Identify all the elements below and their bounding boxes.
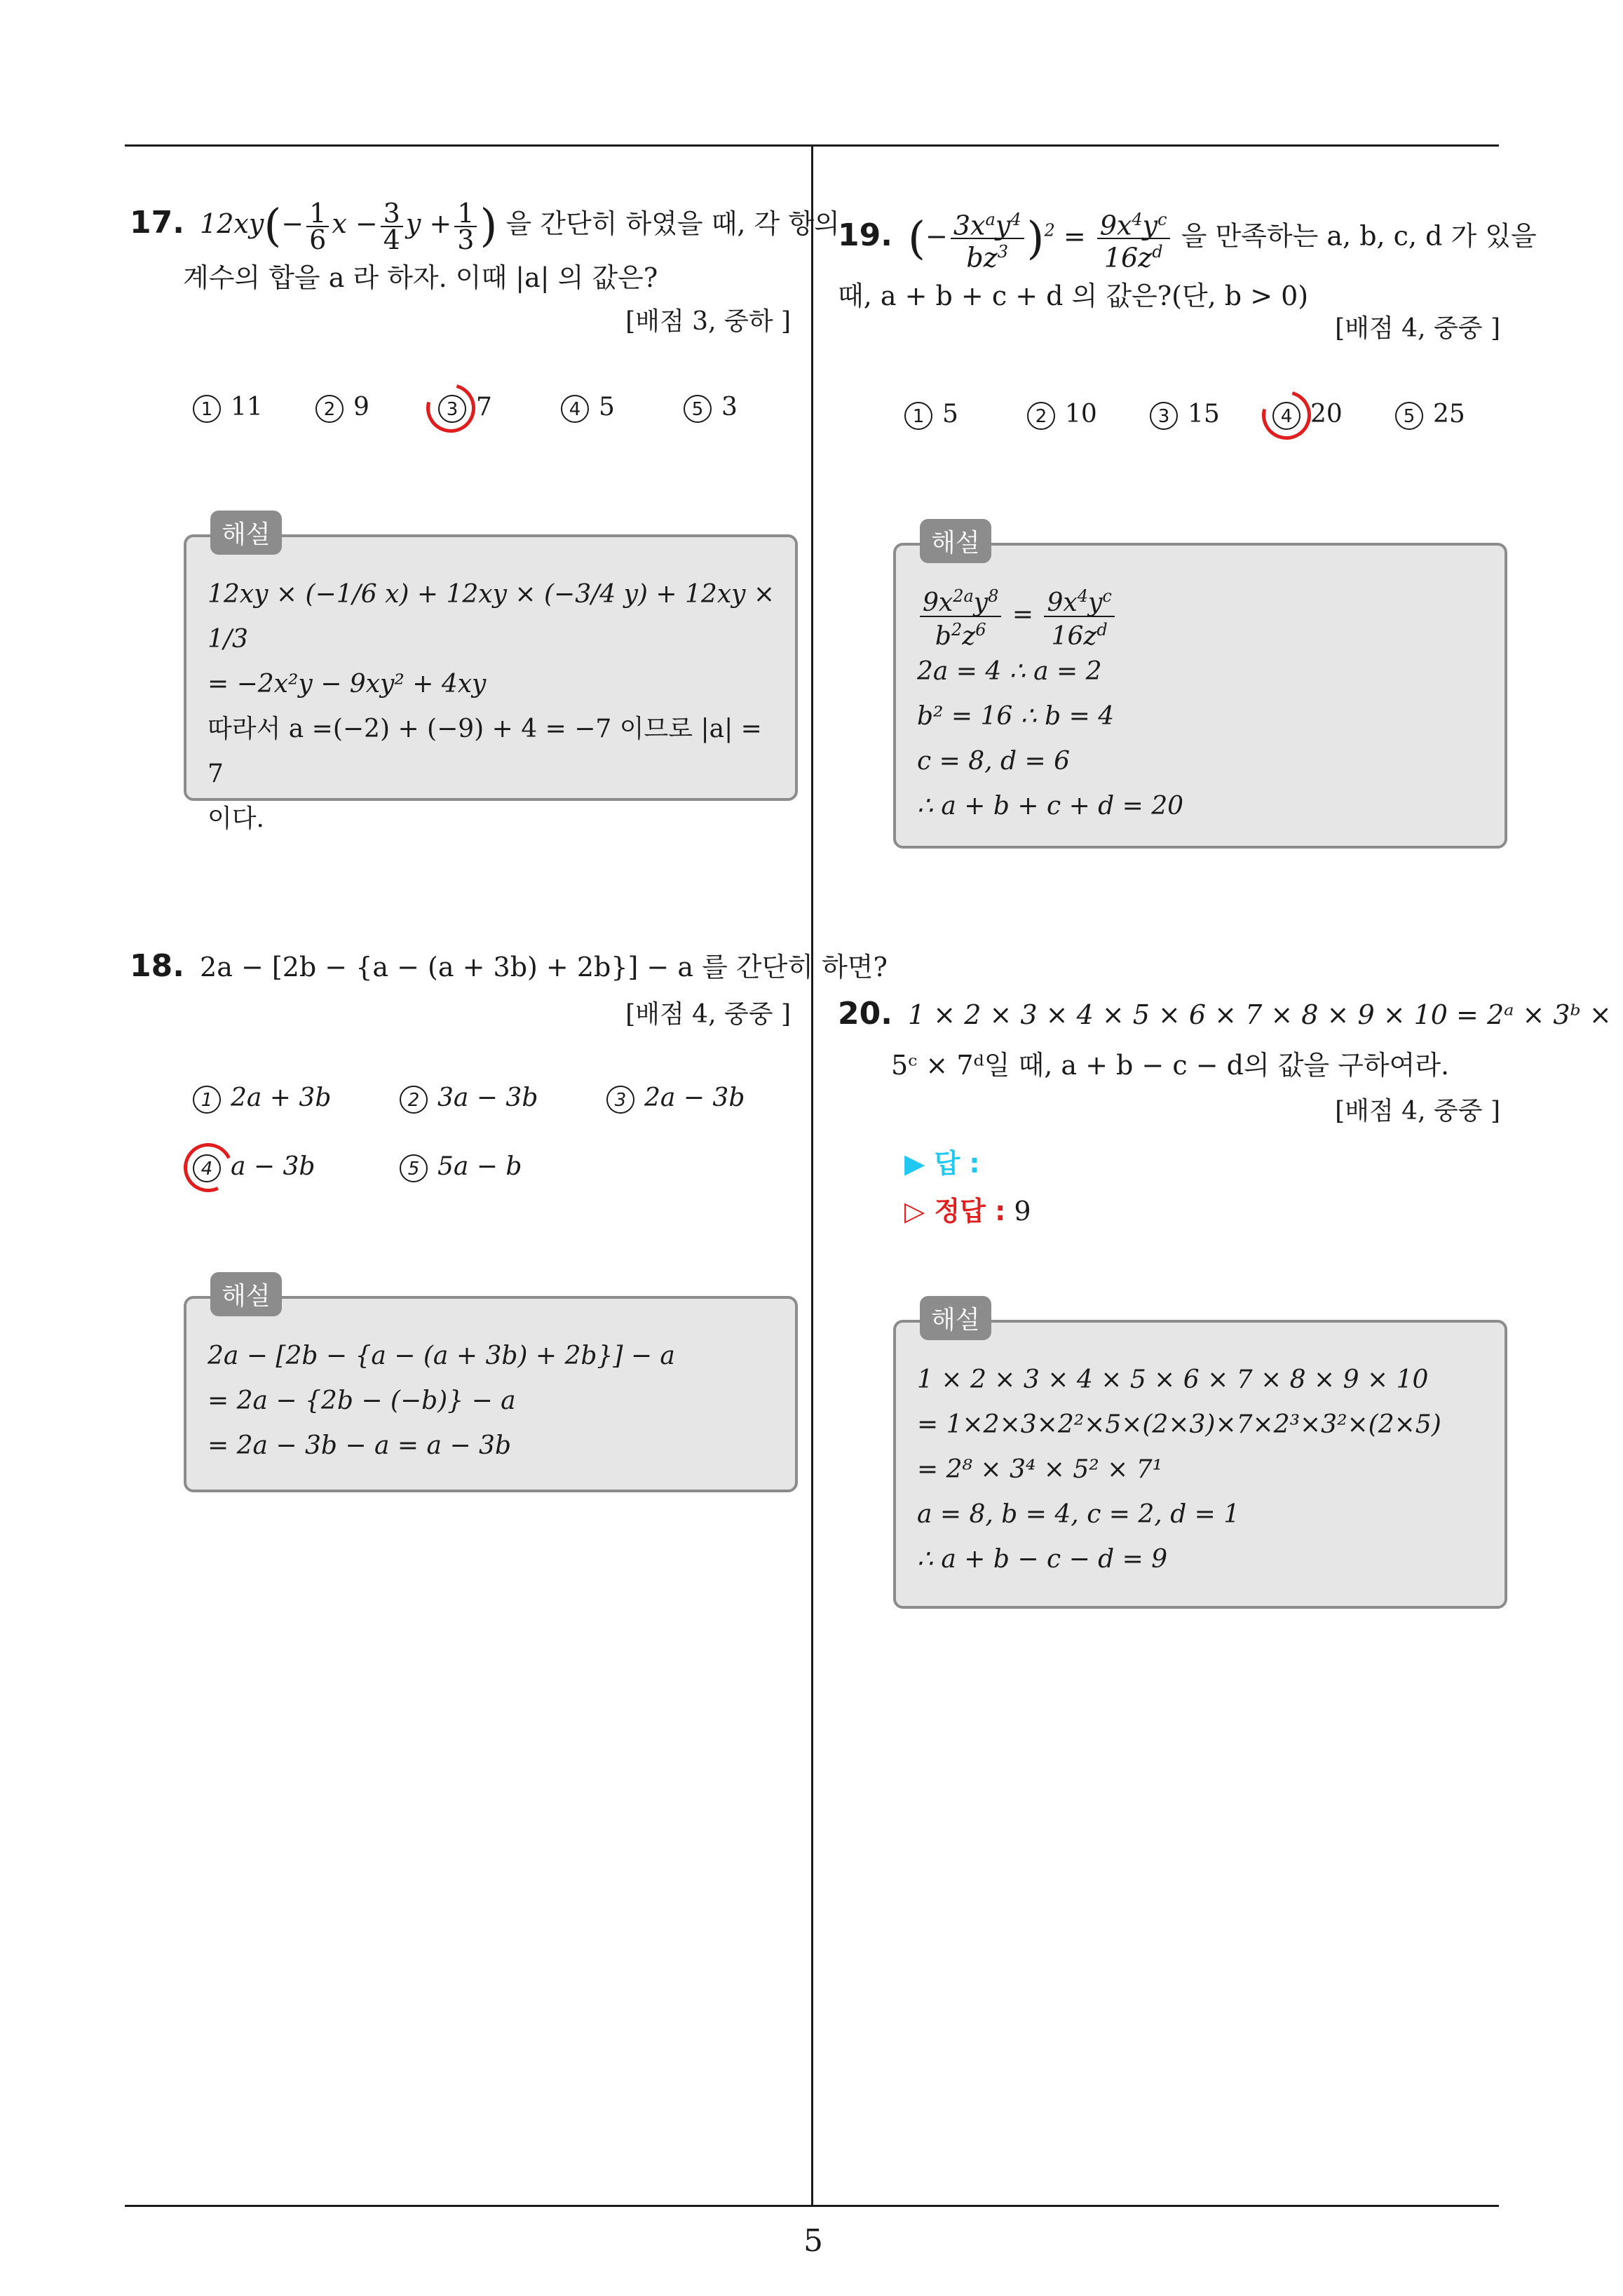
choice-5[interactable]: 5 25 [1395, 400, 1465, 430]
question-number: 17. [130, 205, 184, 241]
solution-line: b² = 16 ∴ b = 4 [917, 702, 1115, 731]
solution-box-18 [184, 1282, 798, 1492]
question-17-line1 [130, 197, 840, 255]
choice-1[interactable]: 1 5 [904, 400, 958, 430]
question-20-line2: 5ᶜ × 7ᵈ일 때, a + b − c − d의 값을 구하여라. [891, 1050, 1450, 1081]
choice-4[interactable]: 4 20 [1272, 400, 1343, 430]
question-18-score: [배점 4, 중중 ] [625, 1000, 791, 1029]
question-17-line2: 계수의 합을 a 라 하자. 이때 |a| 의 값은? [183, 262, 658, 293]
question-number: 19. [838, 217, 892, 253]
question-19-line1 [838, 205, 1537, 274]
question-19-text: 을 만족하는 a, b, c, d 가 있을 [1181, 220, 1537, 252]
correct-answer [904, 1189, 1031, 1228]
correct-answer-label: ▷ 정답 : [904, 1196, 1006, 1227]
solution-line: $\frac{9x^{2a}y^8}{b^2z^6}$ = $\frac{9x^4y^c}{16z^d}$ [917, 583, 1490, 649]
choice-2[interactable]: 2 10 [1027, 400, 1097, 430]
solution-line: ∴ a + b − c − d = 9 [917, 1545, 1168, 1574]
bottom-rule [125, 2205, 1499, 2207]
solution-body [208, 572, 781, 842]
question-19-line2: 때, a + b + c + d 의 값은?(단, b > 0) [838, 280, 1309, 311]
solution-box-17 [184, 520, 798, 833]
question-20-text: 1 × 2 × 3 × 4 × 5 × 6 × 7 × 8 × 9 × 10 = 2ᵃ × 3ᵇ × [908, 999, 1612, 1030]
choice-3[interactable]: 3 7 [438, 393, 492, 423]
choice-1[interactable]: 1 2a + 3b [193, 1083, 331, 1114]
solution-line: = 2a − {2b − (−b)} − a [208, 1386, 516, 1415]
choice-2[interactable]: 2 9 [315, 393, 369, 423]
choice-3[interactable]: 3 2a − 3b [606, 1083, 745, 1114]
solution-line: 12xy × (−1/6 x) + 12xy × (−3/4 y) + 12xy × 1/3 [208, 580, 775, 654]
choice-3[interactable]: 3 15 [1150, 400, 1220, 430]
choice-1[interactable]: 1 11 [193, 393, 263, 423]
question-19-choices [904, 400, 1500, 442]
choice-5[interactable]: 5 5a − b [400, 1152, 522, 1182]
solution-line: = 1×2×3×2²×5×(2×3)×7×2³×3²×(2×5) [917, 1410, 1441, 1439]
question-19 [838, 205, 1537, 321]
question-number: 20. [838, 996, 892, 1032]
question-19-score: [배점 4, 중중 ] [1335, 314, 1500, 343]
solution-line: 2a − [2b − {a − (a + 3b) + 2b}] − a [208, 1342, 675, 1370]
column-divider [811, 144, 813, 2206]
choice-2[interactable]: 2 3a − 3b [400, 1083, 538, 1114]
question-18-choices [193, 1083, 810, 1196]
solution-line: ∴ a + b + c + d = 20 [917, 792, 1184, 821]
solution-box-20 [893, 1306, 1507, 1609]
question-20-line1 [838, 989, 1612, 1040]
solution-body [917, 1358, 1490, 1582]
answer-input-label[interactable]: ▶ 답 : [904, 1148, 980, 1179]
question-17-text: 을 간단히 하였을 때, 각 항의 [505, 208, 840, 239]
correct-answer-value: 9 [1014, 1196, 1031, 1227]
solution-line: 이다. [208, 804, 264, 833]
solution-box-19 [893, 529, 1507, 849]
solution-line: = −2x²y − 9xy² + 4xy [208, 670, 487, 698]
solution-tag: 해설 [920, 519, 991, 563]
solution-tag: 해설 [210, 511, 282, 555]
solution-tag: 해설 [210, 1272, 282, 1316]
solution-line: c = 8, d = 6 [917, 747, 1071, 776]
solution-line: = 2a − 3b − a = a − 3b [208, 1431, 512, 1460]
solution-body [917, 583, 1490, 829]
question-17-expression: 12xy(− $\frac{1}{6}$ x − $\frac{3}{4}$ y + $\frac{1}{3}$ ) [200, 197, 498, 255]
question-17-choices [193, 393, 810, 435]
solution-tag: 해설 [920, 1296, 991, 1340]
question-19-expression: (− $\frac{3x^ay^4}{bz^3}$ )$^2$ = $\frac{9x^4y^c}{16z^d}$ [908, 221, 1173, 252]
question-18 [130, 941, 888, 992]
question-number: 18. [130, 948, 184, 984]
choice-4[interactable]: 4 5 [561, 393, 615, 423]
choice-4[interactable]: 4 a − 3b [193, 1152, 315, 1182]
choice-5[interactable]: 5 3 [684, 393, 738, 423]
question-17 [130, 197, 840, 303]
solution-line: = 2⁸ × 3⁴ × 5² × 7¹ [917, 1455, 1163, 1484]
solution-line: a = 8, b = 4, c = 2, d = 1 [917, 1500, 1240, 1529]
solution-line: 1 × 2 × 3 × 4 × 5 × 6 × 7 × 8 × 9 × 10 [917, 1365, 1429, 1394]
solution-line: 2a = 4 ∴ a = 2 [917, 657, 1102, 686]
solution-body [208, 1334, 781, 1468]
question-18-text: 2a − [2b − {a − (a + 3b) + 2b}] − a 를 간단히 하면? [200, 952, 888, 982]
question-17-score: [배점 3, 중하 ] [625, 307, 791, 336]
question-20 [838, 989, 1612, 1090]
page-number: 5 [803, 2223, 823, 2259]
question-20-score: [배점 4, 중중 ] [1335, 1097, 1500, 1126]
solution-line: 따라서 a =(−2) + (−9) + 4 = −7 이므로 |a| = 7 [208, 715, 762, 788]
